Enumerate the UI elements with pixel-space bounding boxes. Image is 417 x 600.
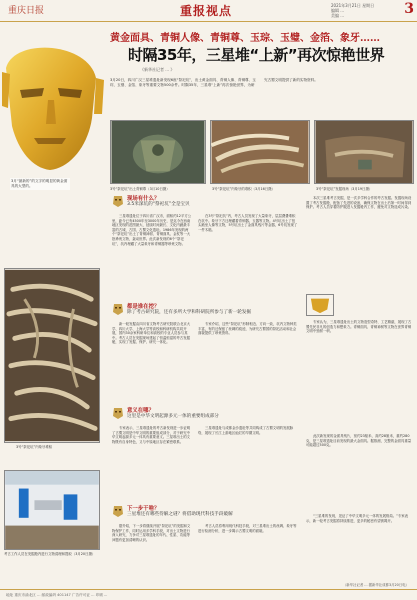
article-kicker: 黄金面具、青铜人像、青铜尊、玉琮、玉璧、金箔、象牙…… — [110, 33, 380, 44]
ivory-caption: 3号“祭祀坑”内象牙堆积 — [16, 445, 53, 449]
article-headline: 时隔35年，三星堆“上新”再次惊艳世界 — [128, 46, 385, 64]
section-2-header: 都是谁在挖？ 除了考古研究院，还有多所大学和科研院所参与了新一轮发掘 — [112, 302, 302, 318]
section-1-header: 现场有什么？ 3.5米深坑的“祭祀坑”全是宝贝 — [112, 194, 302, 210]
photo3-caption: 3号“祭祀坑”发掘现场（3月19日摄） — [316, 187, 373, 191]
lab-caption: 考古工作人员在发掘舱内进行文物清理和提取（3月20日摄） — [4, 552, 96, 556]
excavation-site-photo — [314, 120, 414, 184]
column2-text-c: 三星堆遗址与成都金沙遗址等共同构成了古蜀文明的发展脉络，展现了长江上游地区灿烂的早期文明。 — [198, 426, 294, 435]
column3-text-d: “三星堆的发现，见证了中华文明多元一体的发展格局。”专家表示，新一轮考古发掘将持续推进，更多的秘密有望被揭开。 — [306, 514, 409, 523]
column3-text-b: 专家认为，三星堆遗址出土的文物造型奇特、工艺精湛，展现了古蜀先民非凡的创造力和想象力。青铜面具、青铜神树等文物在世界青铜文明中独树一帜。 — [306, 320, 412, 334]
masthead — [0, 0, 417, 22]
bronze-head-icon — [112, 302, 124, 316]
column1-text-c: 专家表示，三星堆遗址的考古新发现进一步证明了古蜀文明是中华文明的重要组成部分，对于研究中华文明起源多元一体具有重要意义。三星堆出土的文物既有自身特色，又与中原地区存在紧密联系。 — [112, 426, 191, 444]
section-4-header: 下一步干啥？ 三星堆还有哪些待解之谜？将借助现代科技手段破解 — [112, 504, 302, 520]
column2-text-d: 考古人员将利用现代科技手段，对三星堆出土的丝绸、象牙等进行检测分析，进一步揭示古蜀文明的面貌。 — [198, 524, 297, 533]
ivory-heap-photo — [4, 268, 100, 443]
column1-text-a: 三星堆遗址位于四川省广汉市，面积约12平方公里，距今已有4500年至3000年历史，是迄今在西南地区发现的范围最大、延续时间最长、文化内涵最丰富的古城、古国、古蜀文化遗址。1986年发现的两个“祭祀坑”出土了青铜神树、青铜面具、金杖等一大批珍贵文物，轰动世界。此次新发现的6个“祭祀坑”，坑内埋藏了大量象牙和青铜器等珍贵文物。 — [112, 214, 192, 246]
page-number: 3 — [404, 1, 414, 17]
photo1-caption: 3号“祭祀坑”出土青铜尊（3月10日摄） — [110, 187, 170, 191]
page-footer: 地址 重庆市渝北区 ... 邮政编码 401147 广告许可证 ... 印刷 ... — [0, 589, 417, 600]
column3-text-a: 本次三星堆考古发掘，是一次多学科合作的考古发掘。发掘现场设置了考古发掘舱，配备了先进的设备，确保文物在出土后第一时间得到保护。考古人员穿着防护服进入发掘舱内工作，避免对文物造成污染。 — [306, 196, 412, 210]
column1-text-d: 据介绍，下一步将继续开展“祭祀坑”的发掘和文物保护工作，同时运用多学科手段，对出土文物进行深入研究，力争对三星堆遗址的年代、性质、功能等问题有更加清晰的认识。 — [112, 524, 191, 542]
date-info: 2021年3月21日 星期日 编辑 ... 美编 ... — [331, 3, 375, 18]
column1-text-b: 新一轮发掘由四川省文物考古研究院联合北京大学、四川大学、上海大学等高校和科研机构共同开展，国内30余家科研单位和高校的专业人员参与其中。考古人员在发掘现场建起了恒温恒湿的考古发掘舱，实现了发掘、保护、研究一体化。 — [112, 322, 191, 345]
mask-caption: 3月“最新的”的文字的明显的黄金面具的大型的。 — [10, 178, 70, 190]
bronze-head-icon — [112, 504, 124, 518]
bronze-zun-photo — [110, 120, 206, 184]
gold-mask-photo — [0, 28, 105, 186]
bronze-head-icon — [112, 406, 124, 420]
editor-note: （新华社记者 ... 据新华社成都3月20日电） — [342, 583, 409, 587]
column2-text-a: 在3号“祭祀坑”内，考古人员发现了大量象牙，层层叠叠堆积在坑中。象牙下方还埋藏着青铜器、玉器等文物。4号坑出土了扭头跪坐人像等文物，5号坑出土了金面具残片等金器，6号坑发现了一件木箱。 — [198, 214, 298, 232]
photo2-caption: 3号“祭祀坑”内象牙的堆积（3月16日摄） — [212, 187, 276, 191]
mask-thumbnail — [306, 294, 334, 316]
lab-photo — [4, 470, 100, 550]
bronze-head-icon — [112, 194, 124, 208]
article-byline: 《新华社记者 ... 》 — [140, 67, 175, 72]
column3-text-c: 此次新发现的金面具残片，宽约23厘米、高约28厘米，重约280克，是三星堆遗址目前发现的最大金面具。据推测，完整的金面具重量可能超过500克。 — [306, 434, 412, 448]
column2-text-b: 专家介绍，这些“祭祀坑”形制相近、方向一致，坑内文物种类丰富，有的还保留了丝绸的痕迹，为研究古蜀国的祭祀活动和社会面貌提供了珍贵资料。 — [198, 322, 297, 336]
ivory-pit-photo — [210, 120, 310, 184]
section-title: 重报视点 — [180, 4, 233, 18]
brand-logo: 重庆日报 — [8, 6, 45, 16]
article-lede: 3月20日，四川广汉三星堆遗址新发现6座“祭祀坑”，出土黄金面具、青铜人像、青铜尊、玉琮、玉璧、金箔、象牙等重要文物500余件。时隔35年，三星堆“上新”再次惊艳世界，为研究古蜀文明提供了新的实物资料。 — [110, 78, 318, 87]
section-3-header: 意义在哪？ 这里是中华文明起源多元一体的重要组成部分 — [112, 406, 302, 422]
